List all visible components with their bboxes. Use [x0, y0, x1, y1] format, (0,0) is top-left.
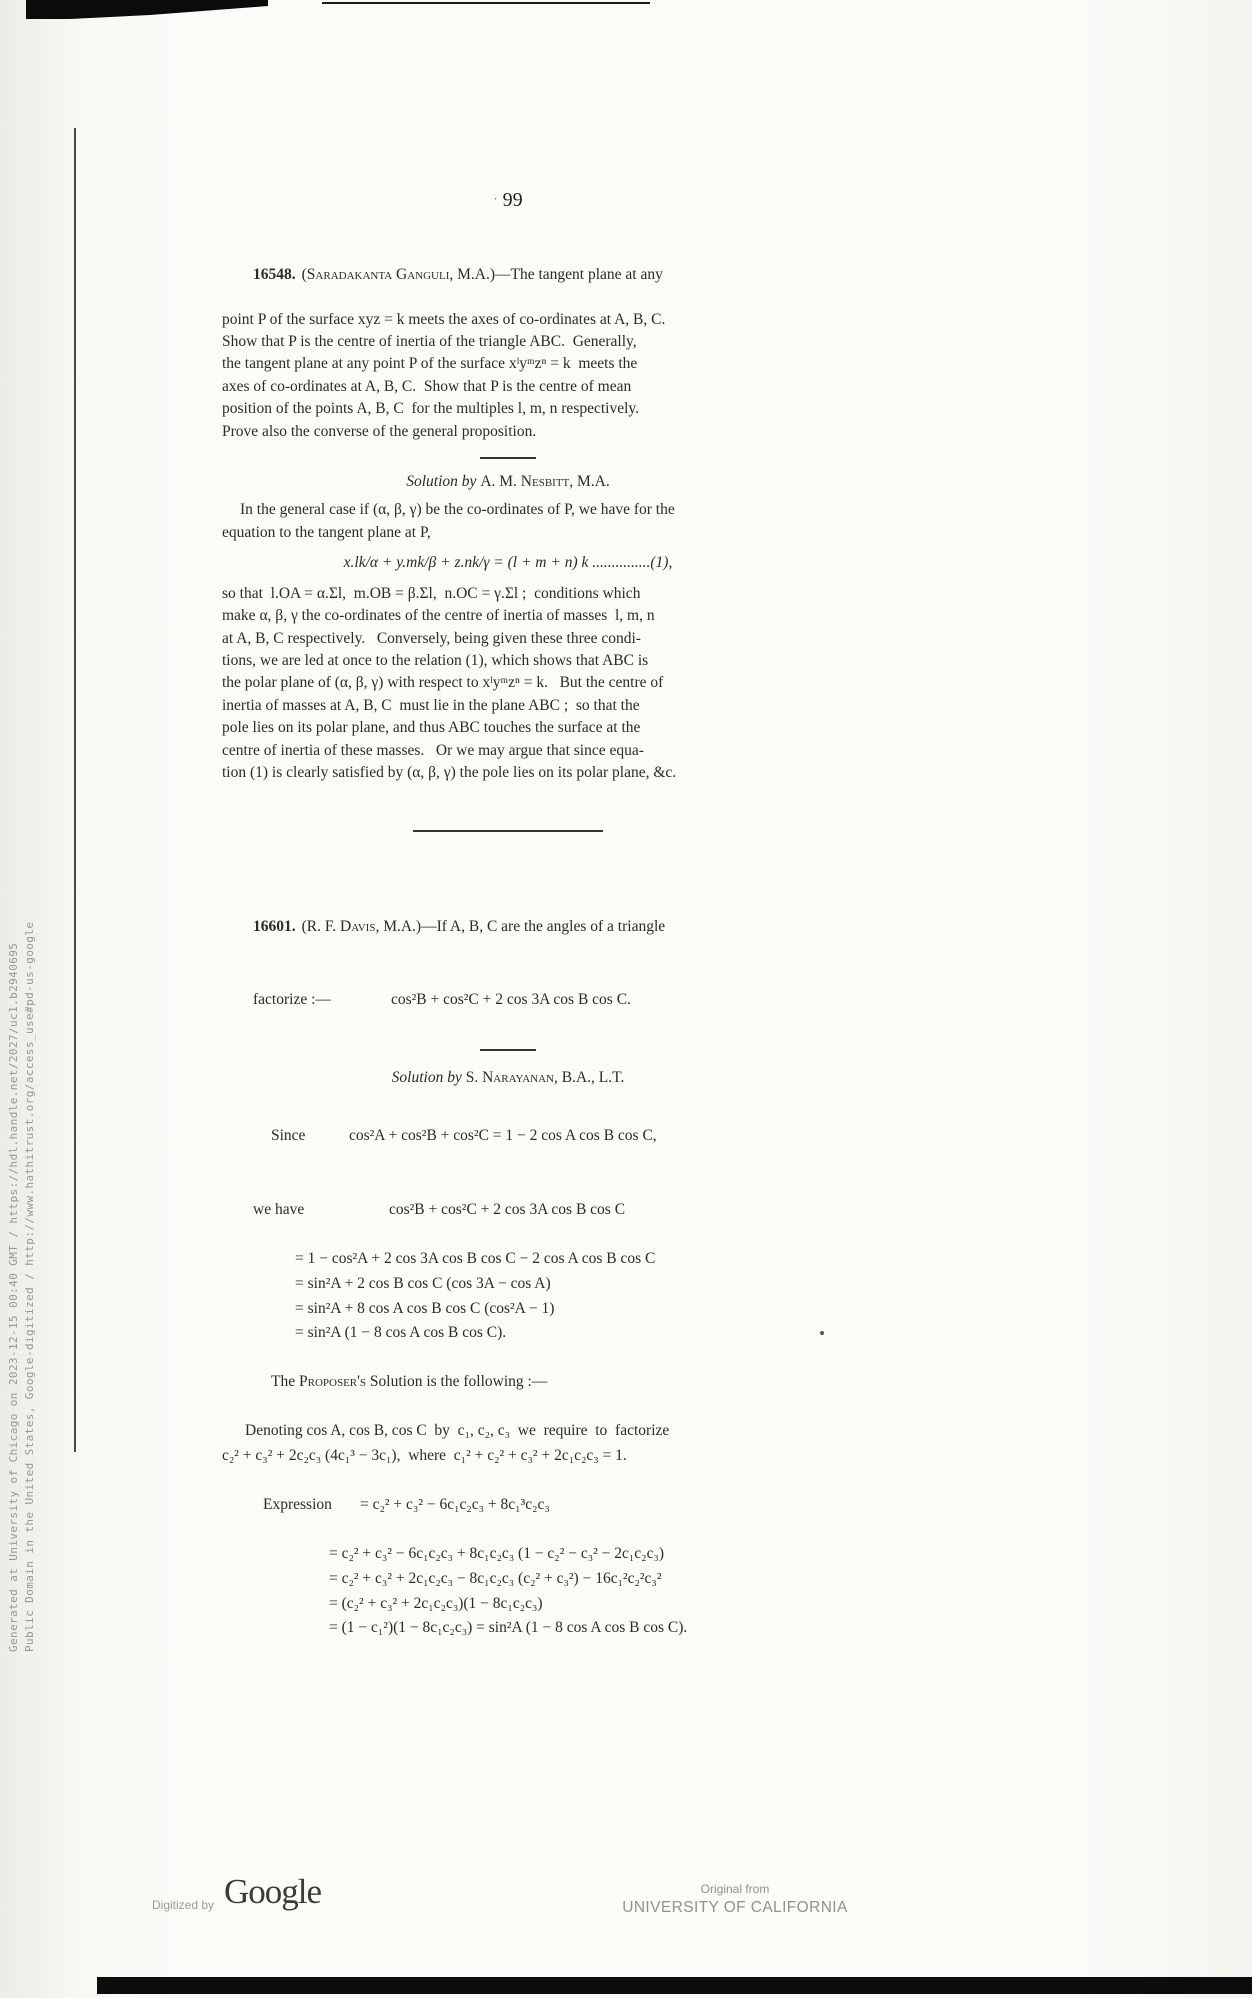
- solution-by-label: Solution by: [391, 1069, 462, 1087]
- text-line: In the general case if (α, β, γ) be the co-ordinates of P, we have for the: [240, 501, 675, 519]
- text-line: at A, B, C respectively. Conversely, being given these three condi-: [222, 629, 641, 647]
- page-number: [222, 188, 794, 211]
- text-line: equation to the tangent plane at P,: [222, 523, 431, 541]
- derivation-line: = sin²A (1 − 8 cos A cos B cos C).: [295, 1324, 507, 1342]
- expression-step: = c₂² + c₃² − 6c₁c₂c₃ + 8c₁³c₂c₃: [360, 1496, 550, 1514]
- scan-artifact-top-line: [322, 2, 650, 4]
- proposer-name: Proposer's: [298, 1373, 367, 1391]
- section-divider-rule: [413, 830, 603, 832]
- page-body: [222, 188, 794, 1641]
- problem-16548-author: (Saradakanta Ganguli, M.A.): [301, 265, 495, 283]
- we-have-label: we have: [253, 1201, 305, 1219]
- solver-name: S. Narayanan, B.A., L.T.: [465, 1069, 625, 1087]
- text-line: the polar plane of (α, β, γ) with respect to xˡyᵐzⁿ = k. But the centre of: [222, 674, 664, 692]
- problem-16548-opening: —The tangent plane at any: [495, 265, 663, 283]
- provenance-block: [618, 1882, 852, 1917]
- text-line: centre of inertia of these masses. Or we may argue that since equa-: [222, 741, 644, 759]
- text-line: the tangent plane at any point P of the surface xˡyᵐzⁿ = k meets the: [222, 355, 638, 373]
- since-line: [222, 1100, 794, 1174]
- proposer-pre: The: [271, 1373, 299, 1391]
- text-line: Show that P is the centre of inertia of the triangle ABC. Generally,: [222, 333, 637, 351]
- derivation-line: = sin²A + 2 cos B cos C (cos 3A − cos A): [295, 1274, 551, 1292]
- divider-rule: [480, 457, 536, 459]
- solution-by-label: Solution by: [406, 473, 477, 491]
- derivation-line: = sin²A + 8 cos A cos B cos C (cos²A − 1): [295, 1299, 555, 1317]
- solution-16548-heading: [222, 471, 794, 493]
- original-from-label: Original from: [700, 1882, 770, 1896]
- problem-16601-number: 16601.: [253, 917, 296, 935]
- problem-16601-author: (R. F. Davis, M.A.): [301, 917, 422, 935]
- problem-16548: [222, 241, 794, 443]
- we-have-expression: cos²B + cos²C + 2 cos 3A cos B cos C: [389, 1201, 626, 1219]
- expression-line: = c₂² + c₃² − 6c₁c₂c₃ + 8c₁c₂c₃ (1 − c₂² − c₃² − 2c₁c₂c₃): [329, 1545, 665, 1563]
- scan-artifact-margin-rule: [74, 128, 76, 1452]
- proposer-post: Solution is the following :—: [366, 1373, 548, 1391]
- scan-artifact-wedge: [0, 0, 280, 24]
- solution-16601: [222, 1067, 794, 1640]
- factorize-expression: cos²B + cos²C + 2 cos 3A cos B cos C.: [391, 991, 631, 1009]
- expression-line: = c₂² + c₃² + 2c₁c₂c₃ − 8c₁c₂c₃ (c₂² + c₃²) − 16c₁²c₂²c₃²: [329, 1570, 662, 1588]
- text-line: inertia of masses at A, B, C must lie in the plane ABC ; so that the: [222, 696, 640, 714]
- google-logo: Google: [224, 1872, 322, 1911]
- expression-line: [222, 1469, 794, 1543]
- expression-line: = (c₂² + c₃² + 2c₁c₂c₃)(1 − 8c₁c₂c₃): [329, 1594, 543, 1612]
- text-line: position of the points A, B, C for the multiples l, m, n respectively.: [222, 400, 640, 418]
- scan-artifact-bottom-bar: [97, 1977, 1252, 1994]
- we-have-line: [222, 1174, 794, 1248]
- page-number-prefix: ·: [493, 191, 498, 206]
- expression-line: = (1 − c₁²)(1 − 8c₁c₂c₃) = sin²A (1 − 8 cos A cos B cos C).: [329, 1619, 688, 1637]
- solution-16548: [222, 471, 794, 784]
- problem-16601-heading-line: [222, 890, 794, 964]
- digitized-by-label: Digitized by: [152, 1898, 215, 1912]
- problem-16601-opening: —If A, B, C are the angles of a triangle: [421, 917, 666, 935]
- watermark-public-domain-line: Public Domain in the United States, Google-digitized / http://www.hathitrust.org/access_use#pd-us-google: [23, 921, 36, 1652]
- factorize-label: factorize :—: [253, 991, 331, 1009]
- problem-16548-number: 16548.: [253, 265, 296, 283]
- text-line: axes of co-ordinates at A, B, C. Show that P is the centre of mean: [222, 377, 632, 395]
- text-line: make α, β, γ the co-ordinates of the centre of inertia of masses l, m, n: [222, 607, 655, 625]
- problem-16548-heading-line: [222, 241, 794, 308]
- solution-16601-heading: [222, 1067, 794, 1089]
- derivation-line: = 1 − cos²A + 2 cos 3A cos B cos C − 2 cos A cos B cos C: [295, 1250, 656, 1268]
- divider-rule: [480, 1049, 536, 1051]
- text-line: Denoting cos A, cos B, cos C by c₁, c₂, c₃ we require to factorize: [245, 1422, 670, 1440]
- hathitrust-watermark: [6, 772, 38, 1652]
- since-expression: cos²A + cos²B + cos²C = 1 − 2 cos A cos B cos C,: [349, 1127, 657, 1145]
- text-line: point P of the surface xyz = k meets the axes of co-ordinates at A, B, C.: [222, 310, 666, 328]
- equation-1: x.lk/α + y.mk/β + z.nk/γ = (l + m + n) k ...............(1),: [343, 554, 673, 572]
- watermark-generated-line: Generated at University of Chicago on 2023-12-15 00:40 GMT / https://hdl.handle.net/2027/uc1.b2940695: [7, 942, 20, 1652]
- problem-16601: [222, 890, 794, 1037]
- institution-name: UNIVERSITY OF CALIFORNIA: [622, 1899, 848, 1916]
- solver-name: A. M. Nesbitt, M.A.: [480, 473, 610, 491]
- text-line: pole lies on its polar plane, and thus ABC touches the surface at the: [222, 719, 641, 737]
- since-label: Since: [271, 1127, 306, 1145]
- text-line: tion (1) is clearly satisfied by (α, β, γ) the pole lies on its polar plane, &c.: [222, 763, 677, 781]
- proposer-line: [222, 1346, 794, 1420]
- page-number-value: 99: [502, 189, 523, 211]
- scan-artifact-dot: [820, 1331, 824, 1335]
- text-line: tions, we are led at once to the relation (1), which shows that ABC is: [222, 651, 649, 669]
- factorize-line: [222, 964, 794, 1038]
- text-line: c₂² + c₃² + 2c₂c₃ (4c₁³ − 3c₁), where c₁² + c₂² + c₃² + 2c₁c₂c₃ = 1.: [222, 1447, 627, 1465]
- expression-label: Expression: [263, 1496, 332, 1514]
- text-line: so that l.OA = α.Σl, m.OB = β.Σl, n.OC = γ.Σl ; conditions which: [222, 584, 641, 602]
- text-line: Prove also the converse of the general proposition.: [222, 422, 537, 440]
